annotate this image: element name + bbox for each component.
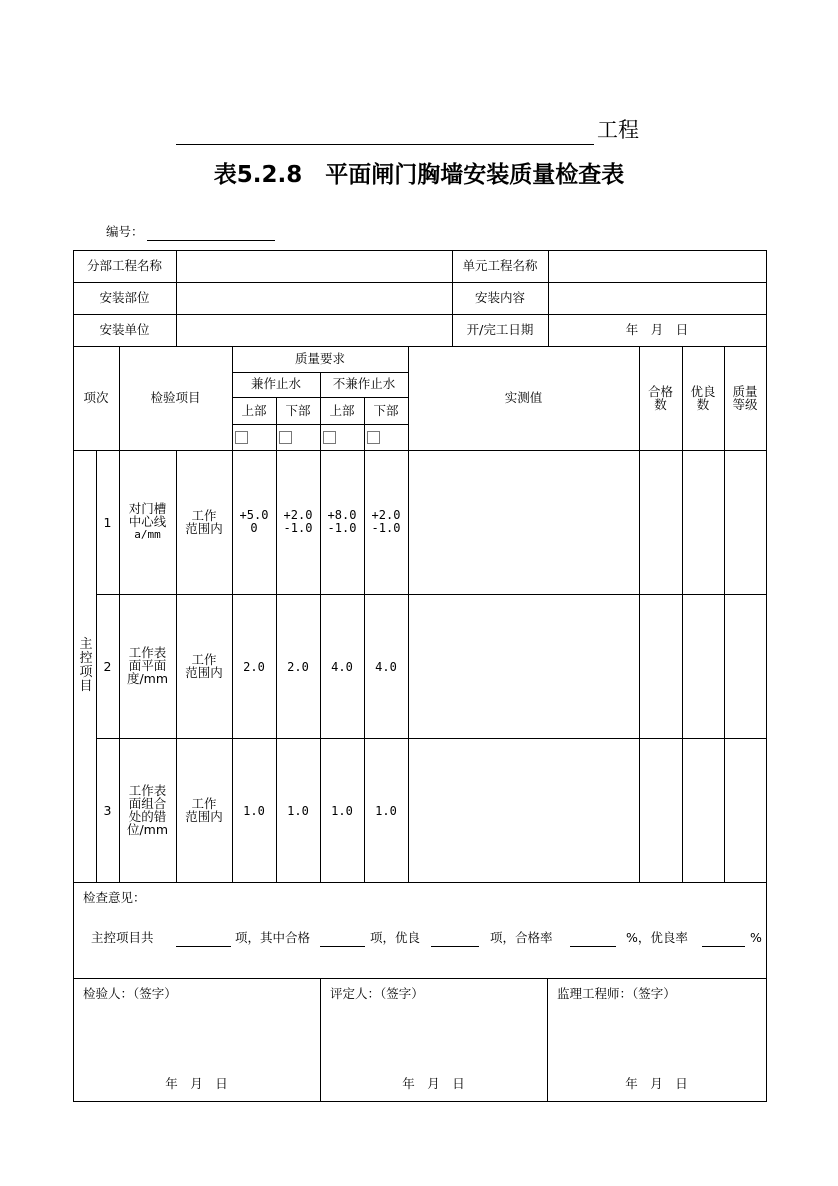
row-2-range-l1: 工作 (191, 652, 217, 667)
row-2-range-l2: 范围内 (185, 665, 223, 680)
row-1-no: 1 (103, 515, 112, 530)
table-hline (73, 450, 767, 451)
opinion-s5: %，优良率 (626, 930, 688, 945)
date-value: 年 月 日 (625, 322, 689, 337)
page-title: 表5.2.8 平面闸门胸墙安装质量检查表 (213, 162, 625, 188)
row-2-item-l3: 度/mm (126, 671, 169, 686)
checkbox-without-seal-lower[interactable] (367, 431, 380, 444)
with-seal-header: 兼作止水 (250, 376, 301, 391)
row-3-value-4: 1.0 (375, 804, 397, 818)
row-3-value-2: 1.0 (287, 804, 309, 818)
table-vline (73, 250, 74, 1102)
blank-total-items (176, 946, 231, 947)
inspector-signature: 检验人：（签字） (83, 986, 177, 1001)
table-vline (408, 346, 409, 883)
row-2-item-l2: 面平面 (128, 658, 167, 673)
table-hline (96, 738, 767, 739)
row-3-no: 3 (103, 803, 112, 818)
supervisor-date: 年 月 日 (625, 1076, 688, 1091)
table-hline (73, 882, 767, 883)
category-label: 主控项目 (79, 637, 93, 694)
opinion-s6: % (750, 930, 762, 945)
row-3-range-l1: 工作 (191, 796, 217, 811)
row-2-no: 2 (103, 659, 112, 674)
row-3-value-3: 1.0 (331, 804, 353, 818)
row-3-item-l1: 工作表 (128, 783, 167, 798)
install-unit-label: 安装单位 (99, 322, 150, 337)
opinion-s3: 项，优良 (370, 930, 421, 945)
row-1-item-l3: a/mm (134, 528, 161, 541)
row-1-value-4-l1: +2.0 (371, 508, 401, 522)
row-1-value-3-l2: -1.0 (327, 521, 357, 535)
blank-qualified-rate (570, 946, 616, 947)
row-2-item-l1: 工作表 (128, 645, 167, 660)
qualified-count-header-line1: 合格 (647, 384, 673, 399)
row-3-range-l2: 范围内 (185, 809, 223, 824)
upper-header-2: 上部 (329, 403, 355, 418)
project-name-underline (176, 144, 594, 145)
row-1-value-1-l1: +5.0 (239, 508, 269, 522)
table-hline (73, 314, 767, 315)
table-hline (73, 346, 767, 347)
row-2-value-1: 2.0 (243, 660, 265, 674)
table-hline (73, 250, 767, 251)
row-3-item-l3: 处的错 (128, 809, 167, 824)
row-2-value-2: 2.0 (287, 660, 309, 674)
sub-project-label: 分部工程名称 (86, 258, 162, 273)
opinion-s1: 主控项目共 (91, 930, 154, 945)
evaluator-signature: 评定人：（签字） (330, 986, 424, 1001)
project-suffix: 工程 (597, 118, 639, 142)
qualified-count-header-line2: 数 (654, 397, 667, 412)
row-2-value-3: 4.0 (331, 660, 353, 674)
table-hline (73, 282, 767, 283)
table-vline (724, 346, 725, 883)
supervisor-signature: 监理工程师：（签字） (557, 986, 676, 1001)
quality-grade-header-line2: 等级 (732, 397, 758, 412)
good-count-header-line1: 优良 (690, 384, 716, 399)
table-hline (96, 594, 767, 595)
row-1-item-l2: 中心线 (128, 514, 167, 529)
row-3-item-l2: 面组合 (128, 796, 167, 811)
table-vline (766, 250, 767, 1102)
opinion-s2: 项，其中合格 (235, 930, 311, 945)
good-count-header-line2: 数 (696, 397, 710, 412)
inspector-date: 年 月 日 (165, 1076, 228, 1091)
row-1-value-3-l1: +8.0 (327, 508, 357, 522)
serial-underline (147, 240, 275, 241)
row-1-value-2-l2: -1.0 (283, 521, 313, 535)
row-1-value-1-l2: 0 (250, 521, 258, 535)
row-1-range-l1: 工作 (191, 508, 217, 523)
table-vline (682, 346, 683, 883)
blank-good-rate (702, 946, 745, 947)
row-3-value-1: 1.0 (243, 804, 265, 818)
opinion-label: 检查意见： (83, 890, 146, 905)
opinion-s4: 项，合格率 (490, 930, 553, 945)
row-1-range-l2: 范围内 (185, 521, 223, 536)
row-1-value-4-l2: -1.0 (371, 521, 401, 535)
serial-label: 编号： (106, 224, 144, 239)
table-vline (176, 250, 177, 347)
row-2-value-4: 4.0 (375, 660, 397, 674)
checkbox-with-seal-upper[interactable] (235, 431, 248, 444)
table-hline (73, 978, 767, 979)
item-no-header: 项次 (83, 390, 109, 405)
without-seal-header: 不兼作止水 (332, 376, 396, 391)
evaluator-date: 年 月 日 (402, 1076, 465, 1091)
checkbox-without-seal-upper[interactable] (323, 431, 336, 444)
unit-project-label: 单元工程名称 (462, 258, 538, 273)
lower-header-1: 下部 (285, 403, 311, 418)
row-3-item-l4: 位/mm (126, 822, 169, 837)
inspection-item-header: 检验项目 (150, 390, 201, 405)
checkbox-with-seal-lower[interactable] (279, 431, 292, 444)
table-hline (73, 1101, 767, 1102)
lower-header-2: 下部 (373, 403, 399, 418)
blank-good-items (431, 946, 479, 947)
date-label: 开/完工日期 (466, 322, 534, 337)
upper-header-1: 上部 (241, 403, 267, 418)
row-1-item-l1: 对门槽 (128, 501, 167, 516)
quality-grade-header-line1: 质量 (732, 384, 758, 399)
measured-header: 实测值 (504, 390, 543, 405)
install-content-label: 安装内容 (474, 290, 525, 305)
install-location-label: 安装部位 (99, 290, 150, 305)
blank-qualified-items (320, 946, 365, 947)
table-vline (639, 346, 640, 883)
table-vline (232, 346, 233, 883)
quality-req-header: 质量要求 (294, 351, 345, 366)
row-1-value-2-l1: +2.0 (283, 508, 313, 522)
